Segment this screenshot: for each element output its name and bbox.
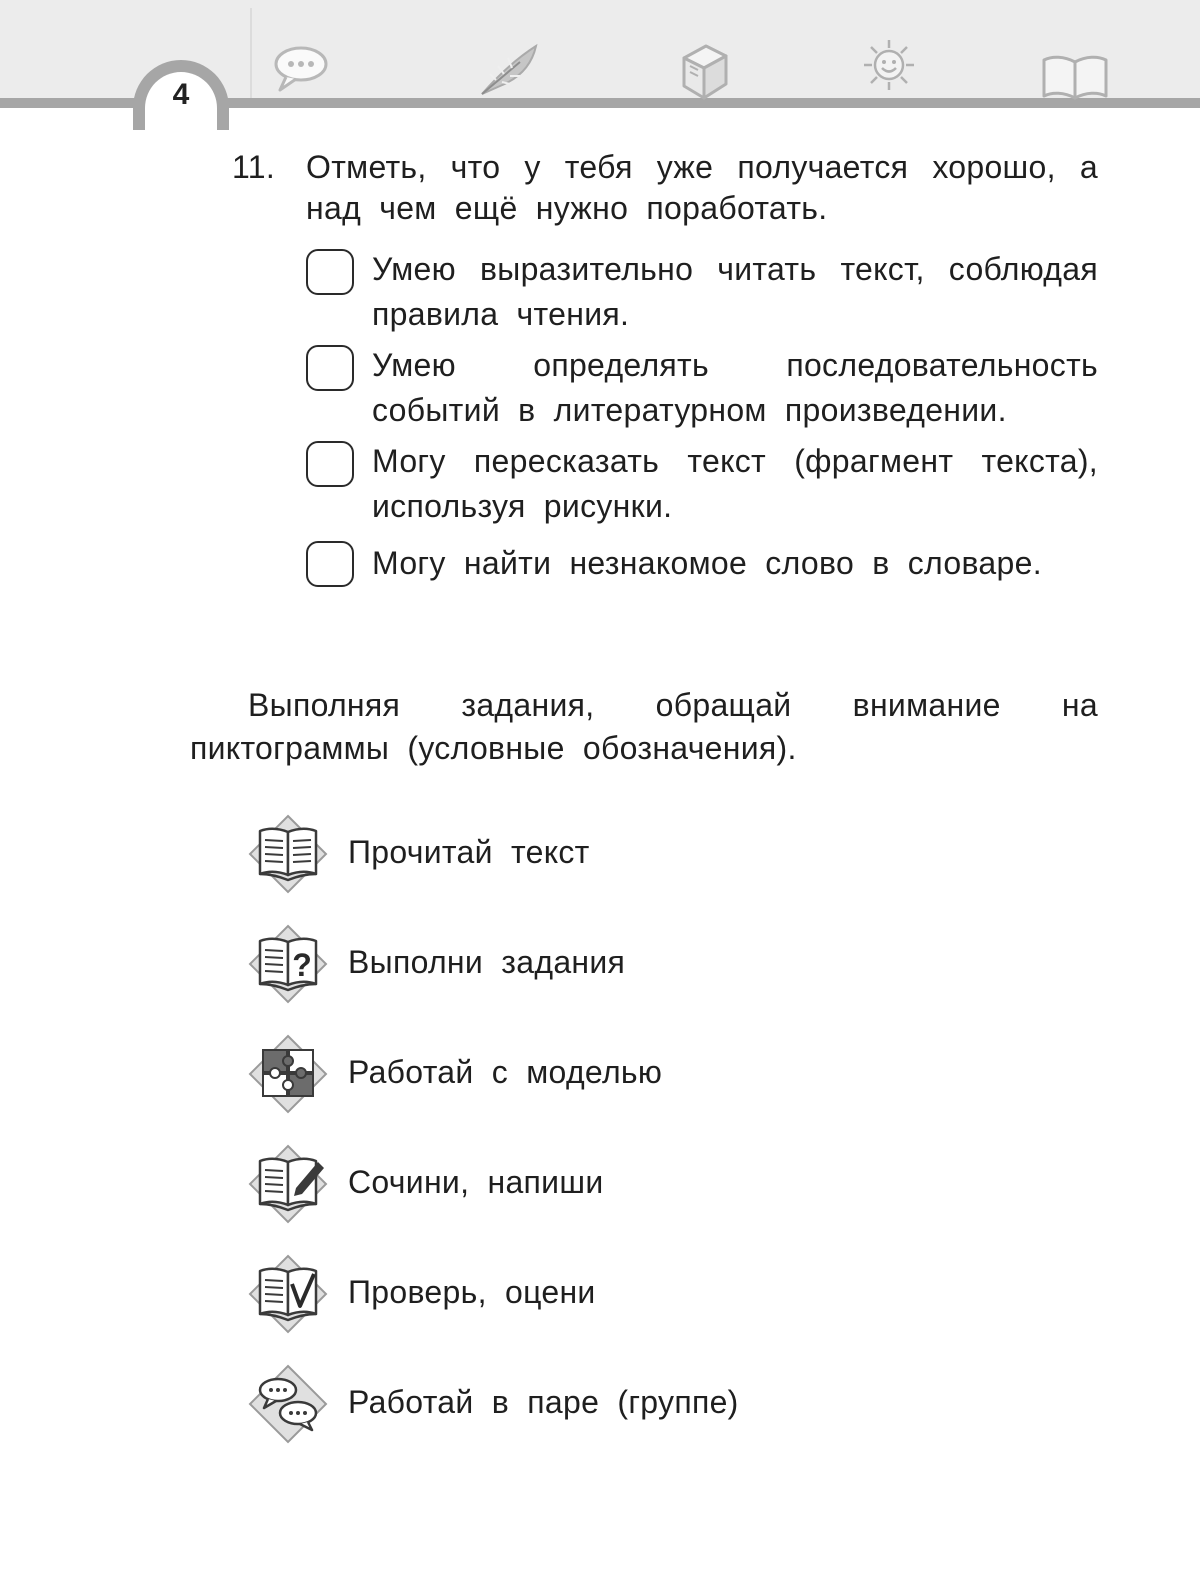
svg-text:?: ? — [292, 947, 312, 983]
checkbox[interactable] — [306, 541, 354, 587]
checklist-item[interactable] — [306, 539, 1098, 588]
checklist-item-text: Могу пересказать текст (фрагмент текста), используя рисунки. — [372, 443, 1098, 524]
legend-item — [248, 1364, 948, 1444]
task-number: 11. — [232, 149, 276, 185]
read-text-icon — [248, 814, 328, 894]
legend-item — [248, 1144, 948, 1224]
checkbox[interactable] — [306, 441, 354, 487]
legend-label: Проверь, оцени — [348, 1274, 596, 1310]
legend-item — [248, 814, 948, 894]
legend-item — [248, 924, 948, 1004]
sun-icon — [862, 38, 916, 92]
legend-label: Сочини, напиши — [348, 1164, 604, 1200]
check-mark-icon — [248, 1254, 328, 1334]
legend-item — [248, 1254, 948, 1334]
task-text: Отметь, что у тебя уже получается хорошо, а над чем ещё нужно поработать. — [306, 149, 1098, 226]
legend-label: Выполни задания — [348, 944, 626, 980]
checklist-item-text: Умею выразительно читать текст, соблюдая правила чтения. — [372, 251, 1098, 332]
intro-paragraph: Выполняя задания, обращай внимание на пиктограммы (условные обозначения). — [190, 687, 1098, 766]
speech-bubbles-icon — [272, 40, 330, 96]
legend-item — [248, 1034, 948, 1114]
pair-work-icon — [248, 1364, 328, 1444]
legend-label: Работай в паре (группе) — [348, 1384, 739, 1420]
open-book-icon — [1040, 52, 1110, 100]
do-tasks-icon — [248, 924, 328, 1004]
legend-label: Работай с моделью — [348, 1054, 663, 1090]
checklist-item-text: Умею определять последовательность событий в литературном произведении. — [372, 347, 1098, 428]
feather-icon — [476, 40, 540, 98]
checklist-item[interactable] — [306, 439, 1098, 529]
legend-label: Прочитай текст — [348, 834, 590, 870]
checklist-item[interactable] — [306, 247, 1098, 337]
checklist-item-text: Могу найти незнакомое слово в словаре. — [372, 545, 1042, 581]
checklist-item[interactable] — [306, 343, 1098, 433]
checkbox[interactable] — [306, 249, 354, 295]
checkbox[interactable] — [306, 345, 354, 391]
header-divider — [250, 8, 252, 98]
puzzle-model-icon — [248, 1034, 328, 1114]
page-header — [0, 0, 1200, 112]
page-number: 4 — [172, 78, 190, 111]
task-11 — [232, 147, 1098, 229]
write-pen-icon — [248, 1144, 328, 1224]
book-cube-icon — [676, 40, 732, 102]
